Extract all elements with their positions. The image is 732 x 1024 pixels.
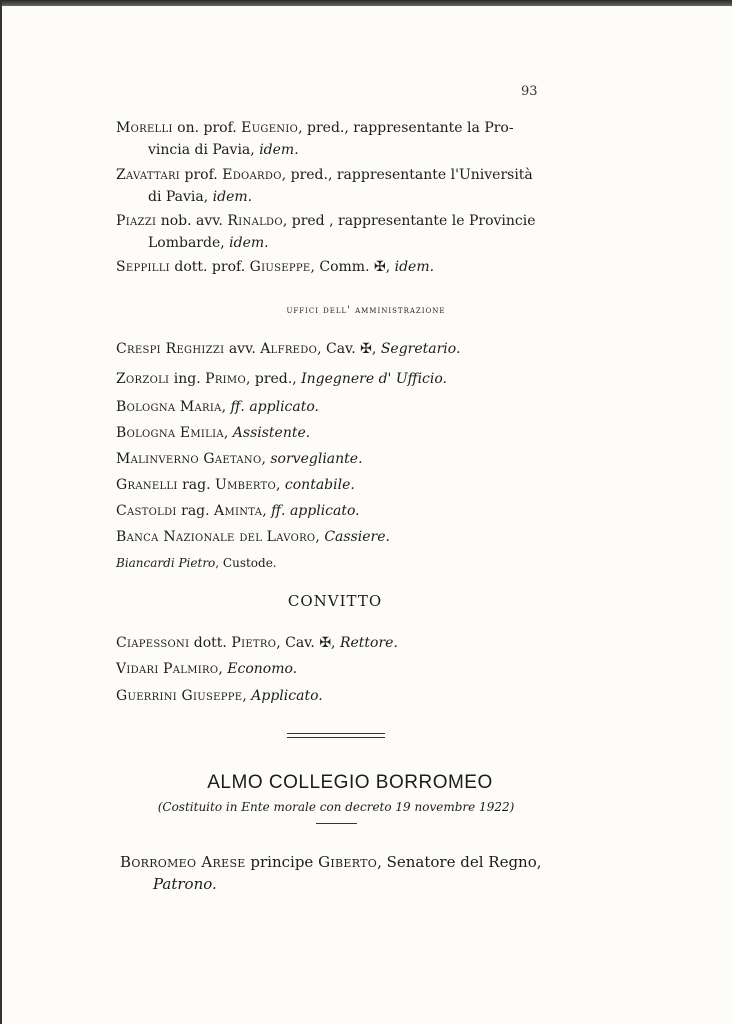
role: Assistente. (232, 425, 311, 441)
given-name: Gaetano (203, 451, 262, 467)
title: dott. prof. (169, 259, 250, 275)
council-entry-morelli (116, 117, 514, 139)
title: on. prof. (172, 120, 242, 136)
admin-entry-granelli (116, 474, 355, 496)
given-name: Giuseppe (249, 259, 311, 275)
role: Rettore. (339, 635, 398, 651)
admin-entry-zorzoli (116, 368, 447, 390)
given-name: Pietro (231, 635, 277, 651)
council-entry-zavattari-cont (148, 186, 252, 208)
section-divider-top (287, 733, 385, 734)
section-heading-administration: uffici dell' amministrazione (286, 305, 446, 316)
role: sorvegliante. (270, 451, 363, 467)
admin-entry-bologna-maria (116, 396, 319, 418)
given-name: Umberto (214, 477, 276, 493)
surname: Malinverno (116, 451, 199, 467)
description: , Cav. ✠, (276, 635, 340, 651)
convitto-entry-vidari (116, 658, 297, 680)
custode-name: Biancardi Pietro (116, 556, 216, 570)
title: avv. (224, 341, 261, 357)
surname: Banca Nazionale del (116, 529, 263, 545)
patron-role: Patrono. (153, 875, 217, 893)
surname: Granelli (116, 477, 178, 493)
title: ing. (169, 371, 206, 387)
description-cont: di Pavia, (148, 189, 213, 205)
description: , (223, 425, 233, 441)
admin-entry-bologna-emilia (116, 422, 310, 444)
given-name: Palmiro (163, 661, 219, 677)
surname: Seppilli (116, 259, 170, 275)
surname: Ciapessoni (116, 635, 190, 651)
surname: Borromeo Arese (120, 853, 246, 871)
surname: Crespi Reghizzi (116, 341, 225, 357)
role: Segretario. (380, 341, 461, 357)
scan-top-edge (0, 0, 732, 6)
given-name: Alfredo (260, 341, 318, 357)
description: , (262, 503, 272, 519)
description: , (315, 529, 325, 545)
surname: Zorzoli (116, 371, 170, 387)
section-heading-convitto: CONVITTO (287, 592, 383, 610)
title: rag. (177, 477, 215, 493)
admin-entry-banca (116, 526, 390, 548)
role: idem. (212, 189, 253, 205)
given-name: Primo (205, 371, 246, 387)
role: Ingegnere d' Ufficio. (301, 371, 448, 387)
convitto-entry-guerrini (116, 685, 323, 707)
convitto-entry-ciapessoni (116, 632, 398, 654)
subtitle-rule (316, 823, 357, 824)
title: nob. avv. (156, 213, 228, 229)
given-name: Giberto (318, 853, 378, 871)
college-subtitle: (Costituito in Ente morale con decreto 19 novembre 1922) (157, 800, 515, 814)
surname: Bologna (116, 425, 176, 441)
description: , pred., (245, 371, 302, 387)
admin-entry-castoldi (116, 500, 360, 522)
role: Applicato. (251, 688, 323, 704)
description: , (276, 477, 285, 493)
given-name: Maria (179, 399, 222, 415)
surname: Zavattari (116, 167, 181, 183)
title: rag. (176, 503, 215, 519)
title: dott. (189, 635, 232, 651)
role: ff. applicato. (230, 399, 320, 415)
custode-role: , Custode. (215, 556, 277, 570)
college-title: ALMO COLLEGIO BORROMEO (207, 772, 493, 793)
title: principe (245, 853, 319, 871)
patron-entry (120, 851, 542, 873)
role: idem. (229, 235, 269, 251)
surname: Vidari (116, 661, 159, 677)
council-entry-zavattari (116, 164, 533, 186)
given-name: Aminta (214, 503, 263, 519)
role: ff. applicato. (271, 503, 360, 519)
given-name: Giuseppe (181, 688, 243, 704)
given-name: Eugenio (241, 120, 299, 136)
role: idem. (394, 259, 435, 275)
surname: Bologna (116, 399, 176, 415)
description: , pred , rappresentante le Provincie (282, 213, 536, 229)
description: , Senatore del Regno, (377, 853, 542, 871)
title: prof. (180, 167, 223, 183)
description: , (218, 661, 228, 677)
description: , Comm. ✠, (310, 259, 395, 275)
role: Economo. (227, 661, 298, 677)
surname: Guerrini (116, 688, 178, 704)
council-entry-piazzi (116, 210, 536, 232)
surname: Castoldi (116, 503, 177, 519)
description: , Cav. ✠, (317, 341, 381, 357)
description-cont: Lombarde, (148, 235, 230, 251)
council-entry-piazzi-cont (148, 232, 269, 254)
admin-entry-crespi (116, 338, 460, 360)
description: , (261, 451, 271, 467)
section-divider-bottom (287, 737, 385, 738)
patron-entry-cont (153, 873, 217, 895)
given-name: Edoardo (222, 167, 282, 183)
description-cont: vincia di Pavia, (148, 142, 260, 158)
page-number: 93 (521, 84, 538, 99)
given-name: Lavoro (266, 529, 316, 545)
role: Cassiere. (324, 529, 390, 545)
description: , (221, 399, 231, 415)
admin-entry-custode (116, 552, 277, 574)
description: , pred., rappresentante l'Università (281, 167, 533, 183)
council-entry-seppilli (116, 256, 434, 278)
scan-left-edge (0, 0, 2, 1024)
description: , pred., rappresentante la Pro- (298, 120, 514, 136)
admin-entry-malinverno (116, 448, 363, 470)
description: , (242, 688, 252, 704)
surname: Morelli (116, 120, 173, 136)
role: idem. (259, 142, 299, 158)
council-entry-morelli-cont (148, 139, 299, 161)
surname: Piazzi (116, 213, 157, 229)
given-name: Rinaldo (227, 213, 283, 229)
role: contabile. (284, 477, 355, 493)
given-name: Emilia (179, 425, 224, 441)
